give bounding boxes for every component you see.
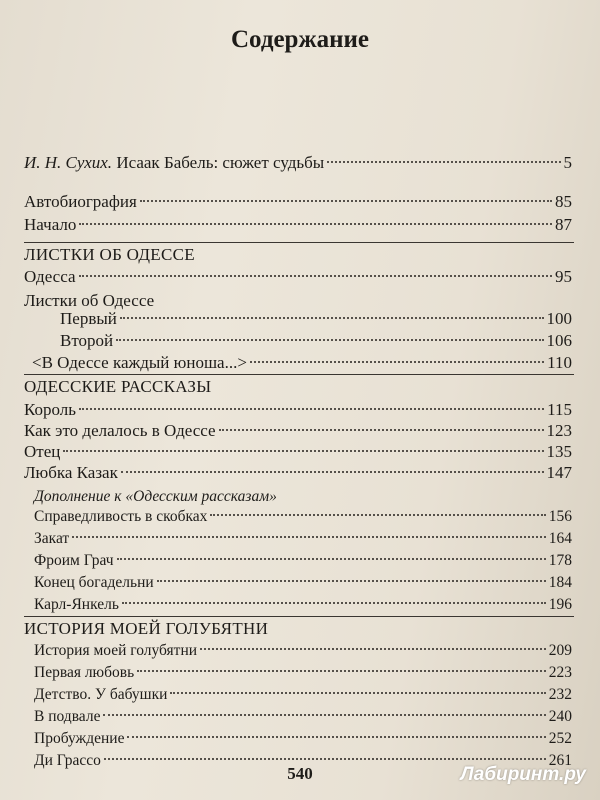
leader-dots [127, 736, 545, 738]
toc-entry [60, 308, 572, 330]
entry-title: Автобиография [24, 192, 137, 211]
section-title: ОДЕССКИЕ РАССКАЗЫ [24, 377, 212, 396]
entry-title: В подвале [34, 708, 101, 725]
toc-entry [32, 352, 572, 374]
entry-title: Начало [24, 215, 77, 234]
leader-dots [121, 471, 544, 473]
page-number: 540 [287, 764, 313, 783]
toc-entry [24, 191, 572, 213]
leader-dots [140, 200, 552, 202]
toc-entry [24, 441, 572, 463]
leader-dots [122, 602, 546, 604]
entry-title: Листки об Одессе [24, 291, 155, 310]
leader-dots [120, 317, 544, 319]
leader-dots [200, 648, 546, 650]
toc-entry [34, 706, 572, 728]
entry-title: Любка Казак [24, 463, 118, 482]
entry-title: Карл-Янкель [34, 596, 119, 613]
entry-title: Фроим Грач [34, 552, 114, 569]
leader-dots [210, 514, 545, 516]
entry-page: 85 [555, 192, 572, 211]
toc-entry [34, 662, 572, 684]
entry-page: 95 [555, 267, 572, 286]
leader-dots [63, 450, 543, 452]
entry-page: 156 [548, 508, 572, 525]
toc-entry-intro [24, 152, 572, 174]
entry-page: 261 [548, 752, 572, 769]
leader-dots [250, 361, 544, 363]
toc-entry [24, 214, 572, 236]
entry-author: И. Н. Сухих. [24, 153, 113, 172]
toc-entry [24, 420, 572, 442]
entry-page: 232 [548, 686, 572, 703]
section-divider [24, 616, 574, 617]
leader-dots [79, 223, 552, 225]
toc-entry [24, 399, 572, 421]
entry-title: Пробуждение [34, 730, 125, 747]
toc-entry [60, 330, 572, 352]
entry-title: Конец богадельни [34, 574, 154, 591]
leader-dots [137, 670, 546, 672]
entry-page: 240 [548, 708, 572, 725]
entry-title: Король [24, 400, 77, 419]
entry-page: 106 [546, 331, 572, 350]
watermark-logo: Лабиринт.ру [460, 764, 586, 785]
entry-title: Отец [24, 442, 61, 461]
entry-title: Второй [60, 331, 114, 350]
subsection-title: Дополнение к «Одесским рассказам» [34, 488, 277, 505]
toc-entry [34, 506, 572, 528]
entry-title: Справедливость в скобках [34, 508, 208, 525]
leader-dots [72, 536, 546, 538]
entry-page: 135 [546, 442, 572, 461]
leader-dots [170, 692, 545, 694]
entry-title: Одесса [24, 267, 76, 286]
leader-dots [116, 339, 543, 341]
entry-page: 100 [546, 309, 572, 328]
entry-page: 123 [546, 421, 572, 440]
page-title: Содержание [230, 26, 369, 53]
entry-title: Детство. У бабушки [34, 686, 168, 703]
entry-title: Первый [60, 309, 117, 328]
toc-entry [34, 528, 572, 550]
toc-entry [24, 266, 572, 288]
entry-page: 223 [548, 664, 572, 681]
entry-page: 184 [548, 574, 572, 591]
toc-entry [24, 462, 572, 484]
entry-title: Как это делалось в Одессе [24, 421, 216, 440]
leader-dots [79, 408, 544, 410]
toc-entry [34, 550, 572, 572]
entry-page: 87 [555, 215, 572, 234]
section-divider [24, 374, 574, 375]
leader-dots [219, 429, 544, 431]
entry-page: 209 [548, 642, 572, 659]
entry-title: История моей голубятни [34, 642, 198, 659]
leader-dots [103, 714, 545, 716]
section-title: ЛИСТКИ ОБ ОДЕССЕ [24, 245, 195, 264]
entry-page: 164 [548, 530, 572, 547]
entry-title: <В Одессе каждый юноша...> [32, 353, 247, 372]
leader-dots [104, 758, 546, 760]
entry-page: 178 [548, 552, 572, 569]
entry-page: 115 [547, 400, 572, 419]
leader-dots [157, 580, 546, 582]
entry-page: 252 [548, 730, 572, 747]
leader-dots [79, 275, 552, 277]
toc-entry [34, 572, 572, 594]
leader-dots [327, 161, 560, 163]
entry-page: 196 [548, 596, 572, 613]
entry-title: Первая любовь [34, 664, 135, 681]
entry-page: 110 [547, 353, 572, 372]
entry-title: Исаак Бабель: сюжет судьбы [112, 153, 325, 172]
toc-entry [34, 594, 572, 616]
toc-entry [34, 684, 572, 706]
entry-title: Закат [34, 530, 70, 547]
leader-dots [117, 558, 546, 560]
entry-title: Ди Грассо [34, 752, 101, 769]
toc-entry [34, 728, 572, 750]
section-divider [24, 242, 574, 243]
toc-entry [34, 640, 572, 662]
entry-page: 147 [546, 463, 572, 482]
entry-page: 5 [563, 153, 572, 172]
section-title: ИСТОРИЯ МОЕЙ ГОЛУБЯТНИ [24, 619, 269, 638]
